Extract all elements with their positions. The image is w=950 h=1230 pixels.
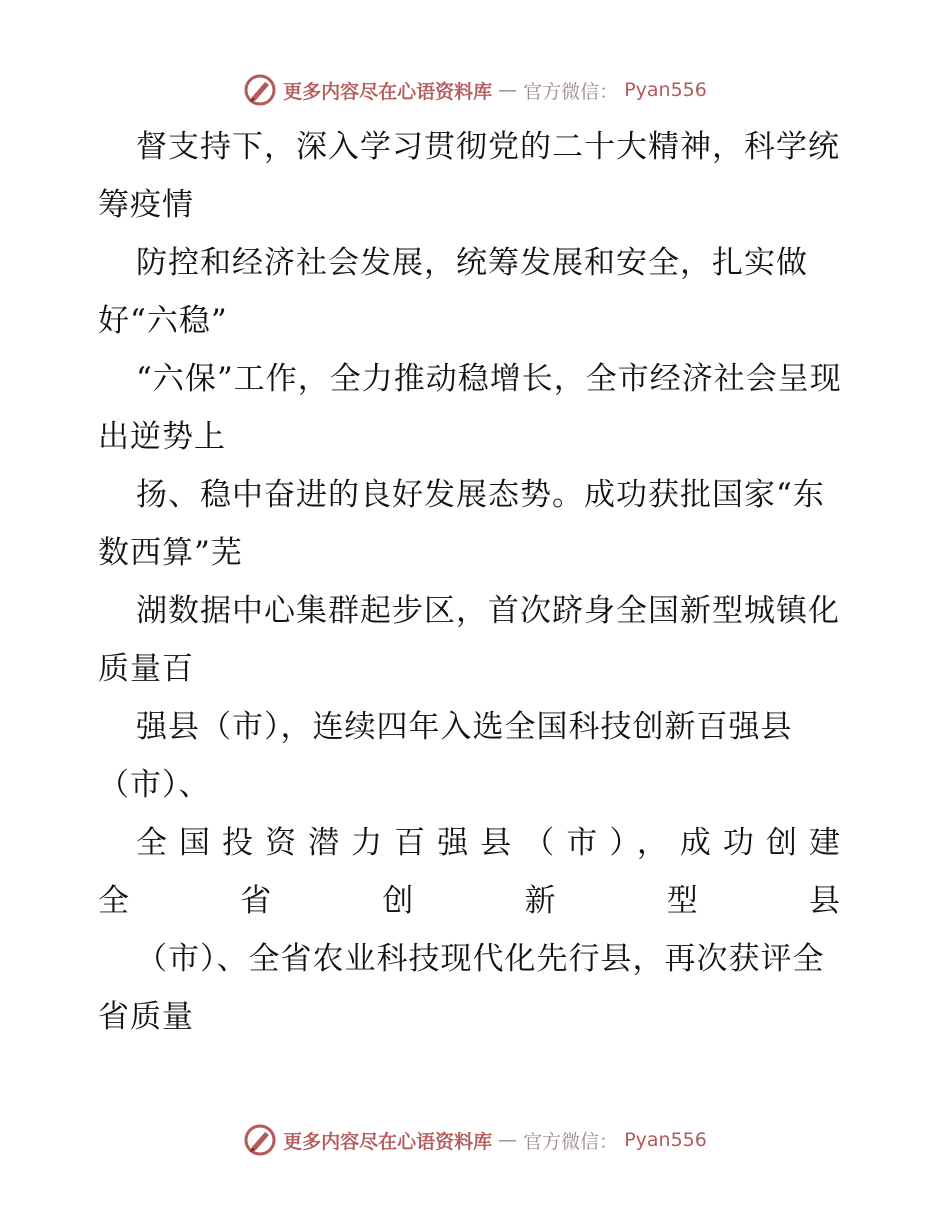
- paragraph-5: 湖数据中心集群起步区，首次跻身全国新型城镇化质量百: [98, 593, 840, 687]
- banner-site-name: 更多内容尽在心语资料库: [283, 1130, 493, 1153]
- banner-wechat-id: Pyan556: [624, 79, 707, 101]
- paragraph-4: 扬、稳中奋进的良好发展态势。成功获批国家“东数西算”芜: [98, 477, 825, 571]
- paragraph-1: 督支持下，深入学习贯彻党的二十大精神，科学统筹疫情: [98, 129, 840, 223]
- pen-logo-icon: [243, 73, 277, 107]
- pen-logo-icon: [243, 1123, 277, 1157]
- paragraph-2: 防控和经济社会发展，统筹发展和安全，扎实做好“六稳”: [98, 245, 808, 339]
- footer-watermark-banner: [0, 1120, 950, 1160]
- paragraph-8: （市）、全省农业科技现代化先行县，再次获评全省质量: [98, 941, 825, 1035]
- header-watermark-banner: [0, 70, 950, 110]
- paragraph-7: 全国投资潜力百强县（市），成功创建全省创新型县: [98, 825, 850, 919]
- paragraph-6: 强县（市），连续四年入选全国科技创新百强县（市）、: [98, 709, 793, 803]
- banner-wechat-id: Pyan556: [624, 1129, 707, 1151]
- document-body: [98, 118, 850, 1046]
- banner-separator: —: [498, 79, 518, 101]
- banner-separator: —: [498, 1129, 518, 1151]
- banner-site-name: 更多内容尽在心语资料库: [283, 80, 493, 103]
- banner-wechat-label: 官方微信：: [523, 1130, 619, 1153]
- banner-wechat-label: 官方微信：: [523, 80, 619, 103]
- paragraph-3: “六保”工作，全力推动稳增长，全市经济社会呈现出逆势上: [98, 361, 842, 455]
